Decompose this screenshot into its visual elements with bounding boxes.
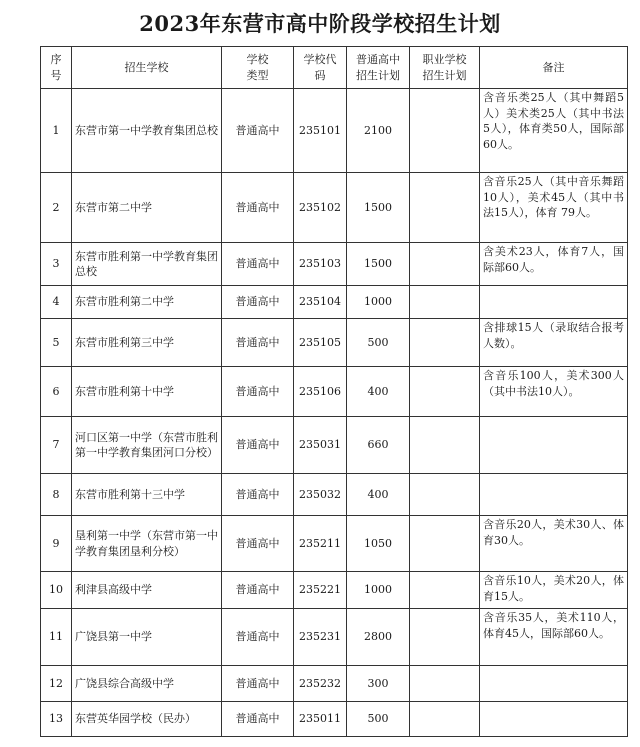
cell-seq: 9 <box>41 516 72 572</box>
cell-general-plan: 1500 <box>347 243 410 286</box>
cell-remark <box>480 286 628 319</box>
cell-school: 垦利第一中学（东营市第一中学教育集团垦利分校） <box>72 516 222 572</box>
cell-code: 235231 <box>294 609 347 666</box>
header-remarks: 备注 <box>480 47 628 89</box>
cell-code: 235031 <box>294 417 347 474</box>
table-row <box>41 474 628 516</box>
table-row <box>41 173 628 243</box>
cell-seq: 3 <box>41 243 72 286</box>
cell-type: 普通高中 <box>222 243 294 286</box>
cell-seq: 7 <box>41 417 72 474</box>
cell-remark <box>480 474 628 516</box>
page-title: 2023年东营市高中阶段学校招生计划 <box>139 11 501 36</box>
header-seq: 序号 <box>41 47 72 89</box>
cell-vocational-plan <box>410 367 480 417</box>
table-row <box>41 243 628 286</box>
cell-school: 东营英华园学校（民办） <box>72 702 222 737</box>
table-row <box>41 666 628 702</box>
cell-vocational-plan <box>410 572 480 609</box>
cell-type: 普通高中 <box>222 702 294 737</box>
cell-remark: 含音乐25人（其中音乐舞蹈10人），美术45人（其中书法15人），体育 79人。 <box>480 173 628 243</box>
cell-school: 河口区第一中学（东营市胜利第一中学教育集团河口分校） <box>72 417 222 474</box>
cell-code: 235011 <box>294 702 347 737</box>
cell-general-plan: 1500 <box>347 173 410 243</box>
table-row <box>41 609 628 666</box>
cell-vocational-plan <box>410 417 480 474</box>
cell-remark: 含音乐类25人（其中舞蹈5人）美术类25人（其中书法5人），体育类50人，国际部60人。 <box>480 89 628 173</box>
cell-general-plan: 400 <box>347 474 410 516</box>
cell-general-plan: 500 <box>347 319 410 367</box>
header-vocational-plan: 职业学校招生计划 <box>410 47 480 89</box>
cell-remark <box>480 666 628 702</box>
cell-code: 235221 <box>294 572 347 609</box>
cell-seq: 8 <box>41 474 72 516</box>
cell-school: 东营市第一中学教育集团总校 <box>72 89 222 173</box>
cell-general-plan: 2100 <box>347 89 410 173</box>
cell-code: 235232 <box>294 666 347 702</box>
cell-vocational-plan <box>410 702 480 737</box>
cell-seq: 1 <box>41 89 72 173</box>
cell-seq: 12 <box>41 666 72 702</box>
cell-vocational-plan <box>410 173 480 243</box>
header-type: 学校类型 <box>222 47 294 89</box>
cell-vocational-plan <box>410 89 480 173</box>
cell-seq: 4 <box>41 286 72 319</box>
table-header-row <box>41 47 628 89</box>
cell-code: 235101 <box>294 89 347 173</box>
table-row <box>41 367 628 417</box>
cell-general-plan: 400 <box>347 367 410 417</box>
cell-general-plan: 2800 <box>347 609 410 666</box>
cell-remark: 含音乐35人，美术110人，体育45人，国际部60人。 <box>480 609 628 666</box>
header-school: 招生学校 <box>72 47 222 89</box>
cell-type: 普通高中 <box>222 319 294 367</box>
cell-code: 235106 <box>294 367 347 417</box>
header-general-plan: 普通高中招生计划 <box>347 47 410 89</box>
cell-general-plan: 660 <box>347 417 410 474</box>
cell-seq: 6 <box>41 367 72 417</box>
table-row <box>41 89 628 173</box>
cell-school: 利津县高级中学 <box>72 572 222 609</box>
cell-seq: 2 <box>41 173 72 243</box>
cell-school: 东营市胜利第一中学教育集团总校 <box>72 243 222 286</box>
cell-type: 普通高中 <box>222 286 294 319</box>
cell-type: 普通高中 <box>222 474 294 516</box>
cell-school: 广饶县综合高级中学 <box>72 666 222 702</box>
cell-vocational-plan <box>410 609 480 666</box>
table-row <box>41 319 628 367</box>
cell-school: 东营市胜利第十中学 <box>72 367 222 417</box>
cell-type: 普通高中 <box>222 417 294 474</box>
cell-remark: 含音乐100人，美术300人（其中书法10人）。 <box>480 367 628 417</box>
cell-code: 235032 <box>294 474 347 516</box>
cell-code: 235105 <box>294 319 347 367</box>
cell-general-plan: 1000 <box>347 572 410 609</box>
header-code: 学校代码 <box>294 47 347 89</box>
cell-type: 普通高中 <box>222 572 294 609</box>
cell-general-plan: 500 <box>347 702 410 737</box>
cell-remark: 含排球15人（录取结合报考人数）。 <box>480 319 628 367</box>
cell-type: 普通高中 <box>222 666 294 702</box>
cell-code: 235103 <box>294 243 347 286</box>
cell-vocational-plan <box>410 666 480 702</box>
cell-school: 东营市胜利第十三中学 <box>72 474 222 516</box>
cell-remark: 含音乐10人，美术20人，体育15人。 <box>480 572 628 609</box>
cell-code: 235104 <box>294 286 347 319</box>
cell-type: 普通高中 <box>222 516 294 572</box>
cell-type: 普通高中 <box>222 89 294 173</box>
cell-school: 东营市胜利第三中学 <box>72 319 222 367</box>
cell-vocational-plan <box>410 243 480 286</box>
table-row <box>41 572 628 609</box>
cell-school: 广饶县第一中学 <box>72 609 222 666</box>
enrollment-plan-table <box>40 46 628 737</box>
cell-type: 普通高中 <box>222 609 294 666</box>
cell-school: 东营市胜利第二中学 <box>72 286 222 319</box>
cell-seq: 10 <box>41 572 72 609</box>
table-row <box>41 286 628 319</box>
cell-remark <box>480 417 628 474</box>
cell-seq: 5 <box>41 319 72 367</box>
cell-remark: 含音乐20人，美术30人、体育30人。 <box>480 516 628 572</box>
cell-type: 普通高中 <box>222 173 294 243</box>
cell-seq: 11 <box>41 609 72 666</box>
cell-seq: 13 <box>41 702 72 737</box>
table-row <box>41 417 628 474</box>
cell-vocational-plan <box>410 319 480 367</box>
cell-school: 东营市第二中学 <box>72 173 222 243</box>
cell-general-plan: 1000 <box>347 286 410 319</box>
cell-remark: 含美术23人，体育7人，国际部60人。 <box>480 243 628 286</box>
cell-vocational-plan <box>410 474 480 516</box>
cell-general-plan: 300 <box>347 666 410 702</box>
cell-vocational-plan <box>410 516 480 572</box>
cell-type: 普通高中 <box>222 367 294 417</box>
table-row <box>41 702 628 737</box>
cell-general-plan: 1050 <box>347 516 410 572</box>
cell-code: 235211 <box>294 516 347 572</box>
table-row <box>41 516 628 572</box>
cell-code: 235102 <box>294 173 347 243</box>
cell-remark <box>480 702 628 737</box>
cell-vocational-plan <box>410 286 480 319</box>
